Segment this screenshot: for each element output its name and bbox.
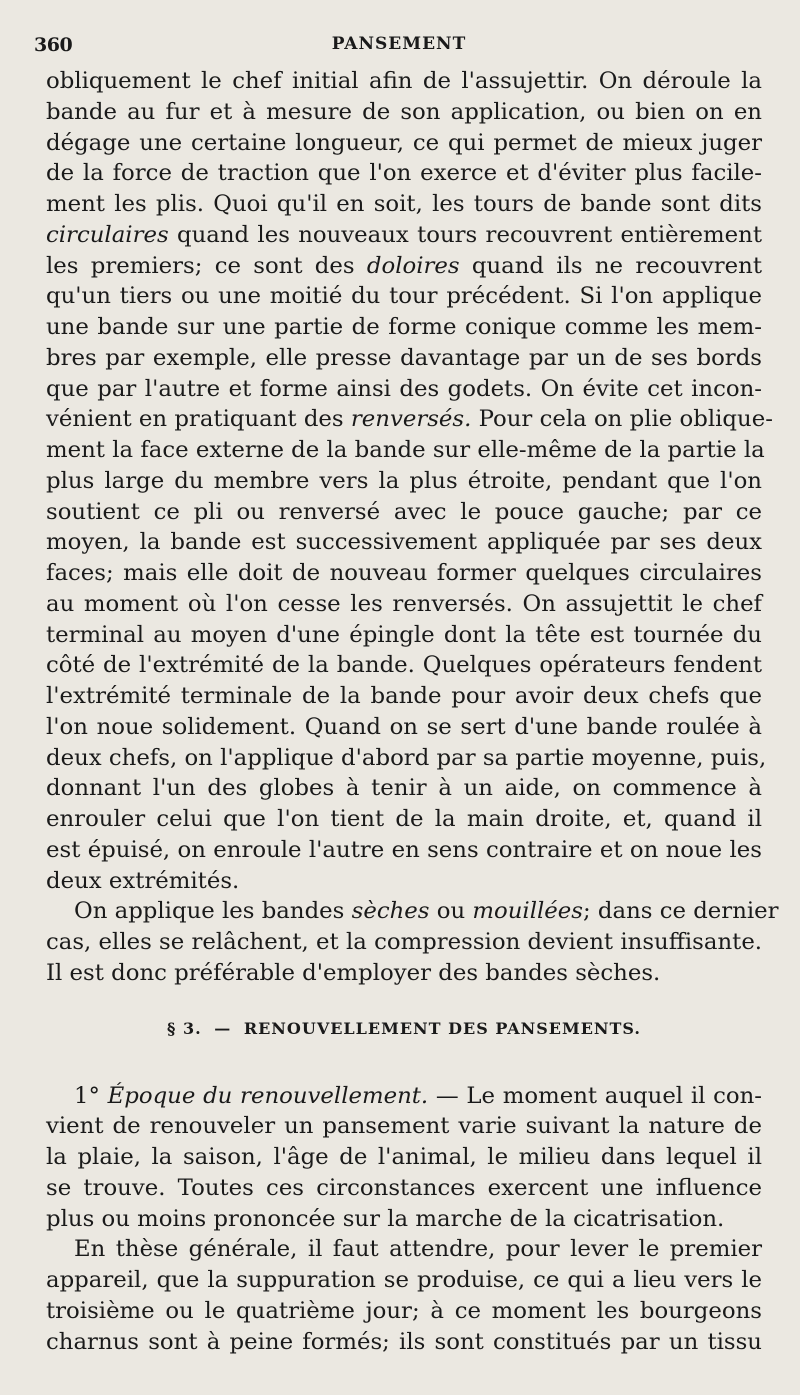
text-segment: deux chefs, on l'applique d'abord par sa partie moyenne, puis, — [46, 744, 767, 771]
text-segment: ; dans ce dernier — [582, 898, 779, 925]
text-line — [46, 958, 762, 989]
text-segment: On applique les bandes — [74, 898, 352, 925]
text-line — [46, 343, 762, 374]
text-segment: côté de l'extrémité de la bande. Quelques opérateurs fendent — [46, 652, 762, 679]
text-line — [46, 1234, 762, 1265]
text-line — [46, 281, 762, 312]
text-line — [46, 312, 762, 343]
text-segment: appareil, que la suppuration se produise, ce qui a lieu vers le — [46, 1267, 762, 1293]
text-segment: obliquement le chef initial afin de l'assujettir. On déroule la — [46, 68, 762, 94]
paragraph-dry-or-wet-bandages — [46, 896, 779, 988]
text-segment: charnus sont à peine formés; ils sont constitués par un tissu — [46, 1328, 762, 1355]
text-line — [46, 66, 762, 97]
text-line — [46, 650, 762, 681]
text-line — [46, 404, 773, 435]
text-line — [46, 189, 762, 220]
text-segment: 1° — [74, 1082, 108, 1109]
text-segment: ou — [429, 898, 473, 925]
text-segment: deux extrémités. — [46, 867, 240, 894]
text-segment: plus ou moins prononcée sur la marche de la cicatrisation. — [46, 1205, 725, 1232]
text-segment: se trouve. Toutes ces circonstances exercent une influence — [46, 1174, 762, 1201]
text-line — [46, 743, 767, 774]
page-number: 360 — [34, 34, 73, 56]
page-header — [34, 34, 764, 58]
text-line — [46, 128, 762, 159]
text-segment: plus large du membre vers la plus étroite, pendant que l'on — [46, 467, 762, 494]
text-segment: vient de renouveler un pansement varie suivant la nature de — [46, 1113, 762, 1140]
text-segment: quand les nouveaux tours recouvrent entièrement — [168, 221, 762, 248]
section-heading — [46, 1019, 762, 1038]
paragraph-renewal-timing — [46, 1081, 762, 1235]
text-segment: au moment où l'on cesse les renversés. On assujettit le chef — [46, 590, 762, 617]
paragraph-general-rule — [46, 1234, 762, 1357]
text-segment: vénient en pratiquant des — [46, 406, 351, 433]
text-line — [46, 773, 762, 804]
text-line — [46, 835, 762, 866]
text-line — [46, 1142, 762, 1173]
text-line — [46, 927, 762, 958]
text-line — [46, 712, 762, 743]
text-segment: la plaie, la saison, l'âge de l'animal, le milieu dans lequel il — [46, 1144, 762, 1170]
text-line — [46, 97, 762, 128]
paragraph-bandage-application — [46, 66, 773, 896]
italic-term: doloires — [366, 252, 460, 279]
italic-term: renversés. — [350, 406, 472, 433]
text-line — [46, 620, 762, 651]
section-number: § 3. — [167, 1018, 202, 1038]
text-segment: ment les plis. Quoi qu'il en soit, les tours de bande sont dits — [46, 191, 762, 217]
text-line — [46, 220, 762, 251]
italic-term: mouillées — [472, 898, 583, 925]
text-line — [46, 896, 779, 927]
text-line — [46, 804, 762, 835]
text-line — [46, 866, 762, 897]
text-segment: terminal au moyen d'une épingle dont la tête est tournée du — [46, 621, 762, 648]
text-segment: faces; mais elle doit de nouveau former quelques circulaires — [46, 560, 762, 586]
section-dash: — — [214, 1018, 232, 1038]
text-line — [46, 158, 762, 189]
text-line — [46, 1327, 762, 1358]
text-segment: troisième ou le quatrième jour; à ce moment les bourgeons — [46, 1297, 762, 1324]
text-segment: bande au fur et à mesure de son application, ou bien on en — [46, 98, 762, 125]
text-segment: les premiers; ce sont des — [46, 252, 367, 279]
section-heading-block — [46, 989, 762, 1081]
text-line — [46, 1111, 762, 1142]
text-line — [46, 1173, 762, 1204]
text-line — [46, 251, 762, 282]
text-line — [46, 1265, 762, 1296]
running-title: PANSEMENT — [331, 34, 467, 54]
text-line — [46, 466, 762, 497]
text-segment: enrouler celui que l'on tient de la main droite, et, quand il — [46, 806, 762, 832]
text-segment: quand ils ne recouvrent — [459, 252, 762, 279]
text-line — [46, 1204, 762, 1235]
text-segment: donnant l'un des globes à tenir à un aide, on commence à — [46, 775, 762, 802]
text-line — [46, 1296, 762, 1327]
text-line — [46, 558, 762, 589]
italic-term: circulaires — [46, 221, 169, 248]
text-segment: l'on noue solidement. Quand on se sert d'une bande roulée à — [46, 713, 762, 740]
text-line — [46, 374, 762, 405]
text-line — [46, 497, 762, 528]
text-segment: ment la face externe de la bande sur elle-même de la partie la — [46, 437, 765, 463]
page-body — [46, 66, 779, 1357]
text-segment: En thèse générale, il faut attendre, pour lever le premier — [74, 1236, 762, 1263]
text-segment: cas, elles se relâchent, et la compression devient insuffisante. — [46, 929, 763, 955]
text-segment: soutient ce pli ou renversé avec le pouce gauche; par ce — [46, 498, 762, 525]
text-segment: Il est donc préférable d'employer des bandes sèches. — [46, 959, 661, 986]
text-line — [46, 1081, 762, 1112]
text-line — [46, 681, 762, 712]
italic-term: Époque du renouvellement. — [107, 1082, 429, 1109]
text-line — [46, 435, 765, 466]
text-line — [46, 527, 762, 558]
text-segment: bres par exemple, elle presse davantage par un de ses bords — [46, 344, 762, 371]
text-segment: une bande sur une partie de forme conique comme les mem- — [46, 314, 762, 340]
text-segment: Pour cela on plie oblique- — [471, 406, 773, 433]
section-title: RENOUVELLEMENT DES PANSEMENTS. — [243, 1018, 641, 1038]
text-segment: qu'un tiers ou une moitié du tour précédent. Si l'on applique — [46, 283, 762, 310]
text-line — [46, 589, 762, 620]
text-segment: l'extrémité terminale de la bande pour avoir deux chefs que — [46, 683, 762, 709]
text-segment: — Le moment auquel il con- — [428, 1082, 762, 1109]
italic-term: sèches — [351, 898, 430, 925]
text-segment: moyen, la bande est successivement appliquée par ses deux — [46, 529, 762, 556]
text-segment: dégage une certaine longueur, ce qui permet de mieux juger — [46, 129, 762, 156]
text-segment: que par l'autre et forme ainsi des godets. On évite cet incon- — [46, 375, 762, 402]
text-segment: est épuisé, on enroule l'autre en sens contraire et on noue les — [46, 836, 762, 863]
text-segment: de la force de traction que l'on exerce et d'éviter plus facile- — [46, 160, 762, 187]
